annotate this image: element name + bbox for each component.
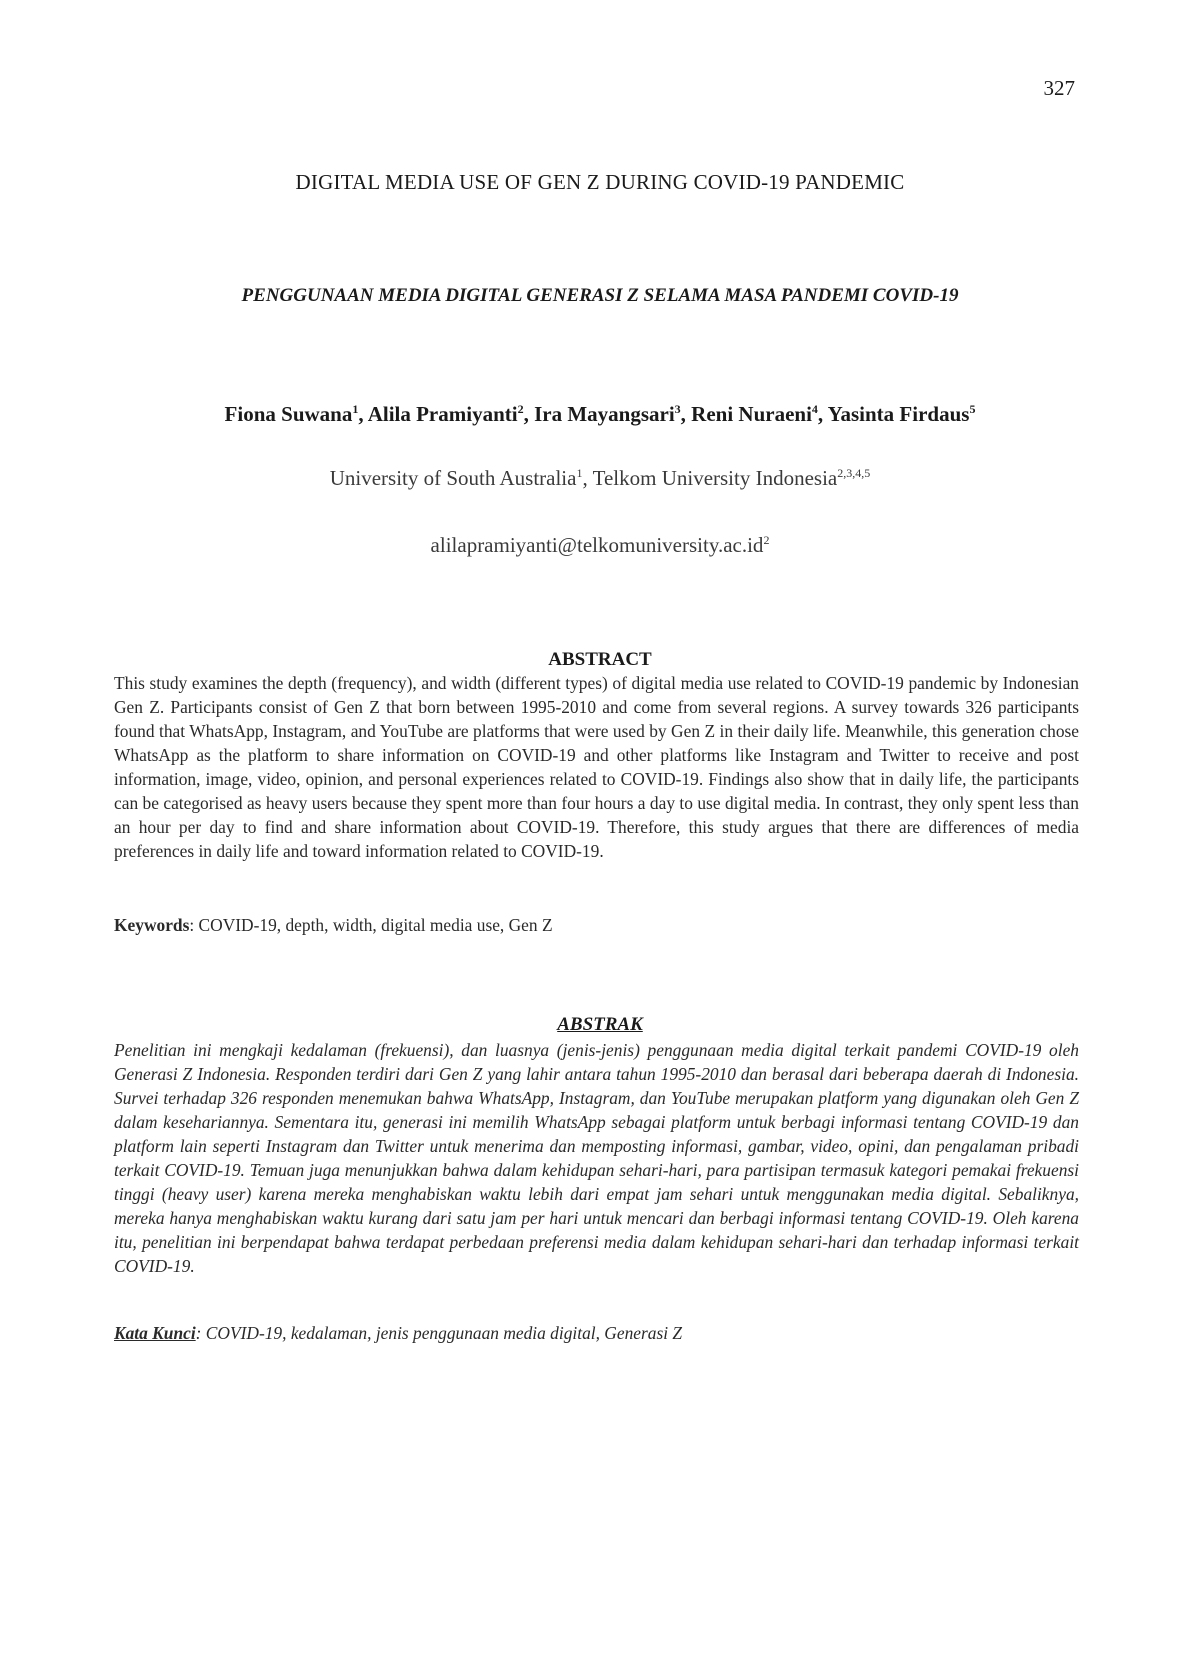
author-affiliation-mark: 5 xyxy=(969,402,976,416)
author-affiliation-mark: 4 xyxy=(811,402,818,416)
kata-kunci-text: : COVID-19, kedalaman, jenis penggunaan media digital, Generasi Z xyxy=(195,1323,683,1343)
affiliation-line xyxy=(0,466,1200,491)
page-number: 327 xyxy=(1043,76,1075,100)
author-affiliation-mark: 2 xyxy=(517,402,524,416)
paper-title: DIGITAL MEDIA USE OF GEN Z DURING COVID-19 PANDEMIC xyxy=(295,170,905,194)
affiliation-separator: , xyxy=(582,466,593,490)
keywords-label: Keywords xyxy=(114,915,190,935)
abstract-body: This study examines the depth (frequency), and width (different types) of digital media use related to COVID-19 pandemic by Indonesian Gen Z. Participants consist of Gen Z that born between 1995-2010 and come from several regions. A survey towards 326 participants found that WhatsApp, Instagram, and YouTube are platforms that were used by Gen Z in their daily life. Meanwhile, this generation chose WhatsApp as the platform to share information on COVID-19 and other platforms like Instagram and Twitter to receive and post information, image, video, opinion, and personal experiences related to COVID-19. Findings also show that in daily life, the participants can be categorised as heavy users because they spent more than four hours a day to use digital media. In contrast, they only spent less than an hour per day to find and share information about COVID-19. Therefore, this study argues that there are differences of media preferences in daily life and toward information related to COVID-19. xyxy=(114,673,1079,861)
author-affiliation-mark: 1 xyxy=(352,402,359,416)
corresponding-email[interactable] xyxy=(0,533,1200,558)
affiliation-first-mark: 1 xyxy=(576,466,583,480)
kata-kunci-line xyxy=(114,1323,1079,1344)
author-name: Fiona Suwana xyxy=(224,402,353,426)
author-name: Reni Nuraeni xyxy=(691,402,812,426)
author-name: Ira Mayangsari xyxy=(534,402,675,426)
author-name: Yasinta Firdaus xyxy=(827,402,970,426)
author-affiliation-mark: 3 xyxy=(674,402,681,416)
email-mark: 2 xyxy=(763,533,770,547)
affiliation-second: Telkom University Indonesia xyxy=(592,466,838,490)
author-name: Alila Pramiyanti xyxy=(367,402,518,426)
email-address[interactable]: alilapramiyanti@telkomuniversity.ac.id xyxy=(430,533,764,557)
abstrak-body: Penelitian ini mengkaji kedalaman (frekuensi), dan luasnya (jenis-jenis) penggunaan media digital terkait pandemi COVID-19 oleh Generasi Z Indonesia. Responden terdiri dari Gen Z yang lahir antara tahun 1995-2010 dan berasal dari beberapa daerah di Indonesia. Survei terhadap 326 responden menemukan bahwa WhatsApp, Instagram, dan YouTube merupakan platform yang digunakan oleh Gen Z dalam kesehariannya. Sementara itu, generasi ini memilih WhatsApp sebagai platform untuk berbagi informasi tentang COVID-19 dan platform lain seperti Instagram dan Twitter untuk menerima dan memposting informasi, gambar, video, opini, dan pengalaman pribadi terkait COVID-19. Temuan juga menunjukkan bahwa dalam kehidupan sehari-hari, para partisipan termasuk kategori pemakai frekuensi tinggi (heavy user) karena mereka menghabiskan waktu lebih dari empat jam sehari untuk menggunakan media digital. Sebaliknya, mereka hanya menghabiskan waktu kurang dari satu jam per hari untuk mencari dan berbagi informasi tentang COVID-19. Oleh karena itu, penelitian ini berpendapat bahwa terdapat perbedaan preferensi media dalam kehidupan sehari-hari dan terhadap informasi terkait COVID-19. xyxy=(114,1040,1079,1276)
keywords-line xyxy=(114,915,1079,936)
keywords-text: : COVID-19, depth, width, digital media use, Gen Z xyxy=(189,915,553,935)
affiliation-first: University of South Australia xyxy=(329,466,577,490)
author-list: Fiona Suwana$^1$, Alila Pramiyanti$^2$, Ira Mayangsari$^3$, Reni Nuraeni$^4$, Yasinta Firdaus$^5$ xyxy=(224,402,976,426)
abstrak-heading: ABSTRAK xyxy=(557,1014,643,1035)
paper-subtitle: PENGGUNAAN MEDIA DIGITAL GENERASI Z SELAMA MASA PANDEMI COVID-19 xyxy=(241,285,959,306)
kata-kunci-label: Kata Kunci xyxy=(114,1323,196,1343)
affiliation-second-mark: 2,3,4,5 xyxy=(837,466,871,480)
abstract-heading: ABSTRACT xyxy=(548,649,652,670)
